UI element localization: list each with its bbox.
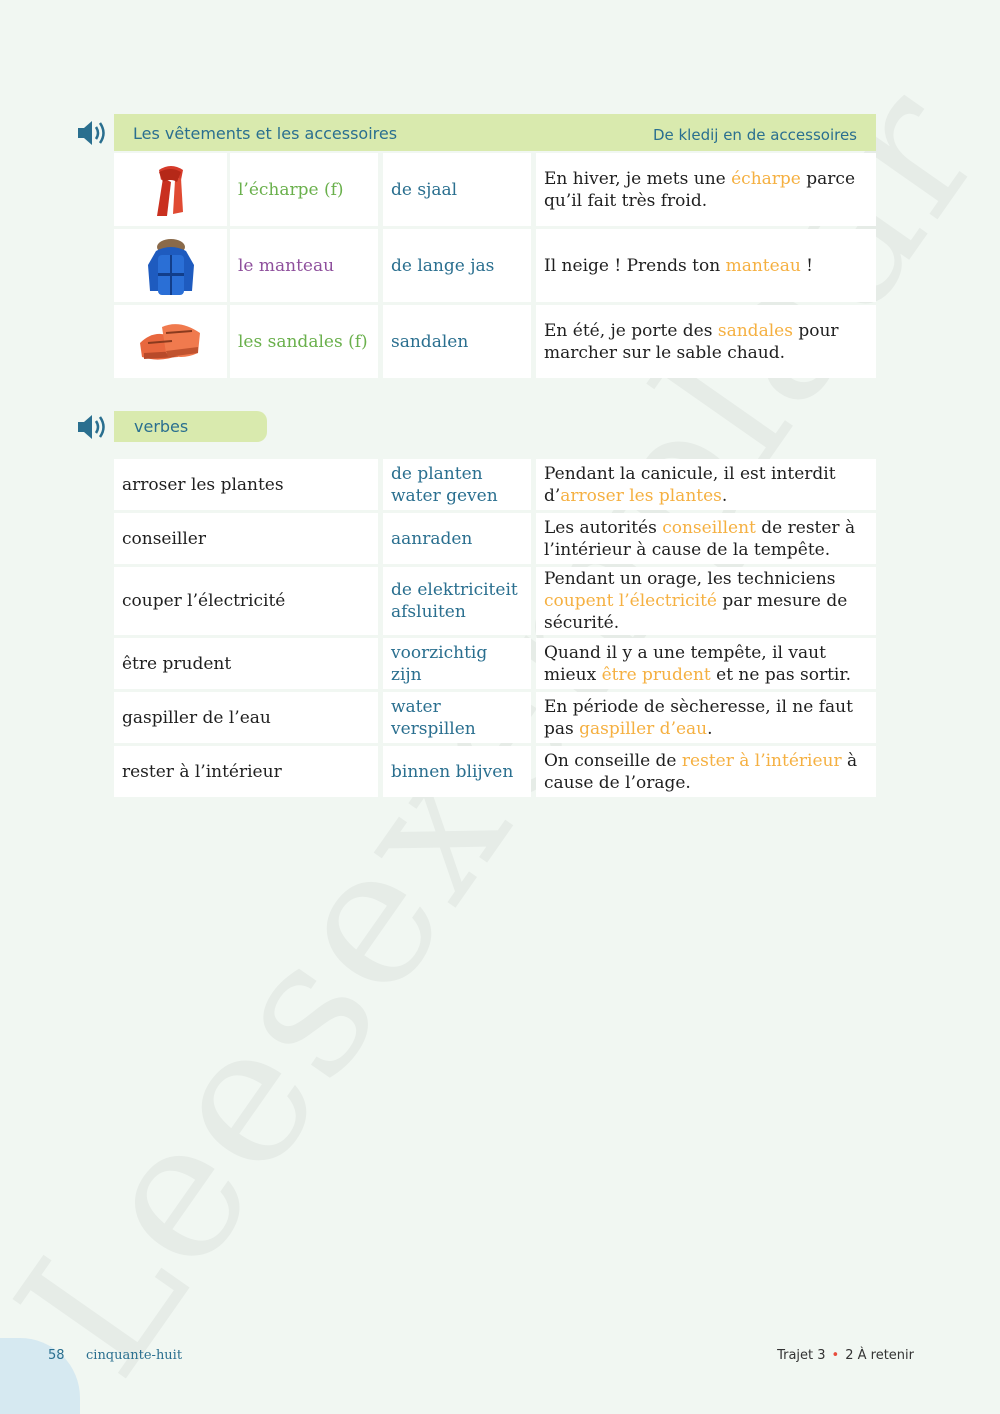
verb-fr: arroser les plantes <box>114 459 378 510</box>
verb-fr: conseiller <box>114 513 378 564</box>
vocab-row <box>114 229 876 302</box>
vocab-fr: l’écharpe (f) <box>230 153 378 226</box>
vocab-row <box>114 153 876 226</box>
chapter-label: 2 À retenir <box>845 1348 914 1363</box>
verb-example: Pendant un orage, les techniciens coupent l’électricité par mesure de sécurité. <box>536 567 876 635</box>
verb-nl: aanraden <box>383 513 531 564</box>
page-corner-decoration <box>0 1338 80 1414</box>
vocab-image-cell <box>114 153 227 226</box>
vocab-nl: sandalen <box>383 305 531 378</box>
chapter-breadcrumb <box>777 1348 914 1363</box>
trajet-label: Trajet 3 <box>777 1348 826 1363</box>
vocab-fr: le manteau <box>230 229 378 302</box>
vocab-example: En hiver, je mets une écharpe parce qu’il fait très froid. <box>536 153 876 226</box>
verb-nl: de planten water geven <box>383 459 531 510</box>
scarf-icon <box>141 160 201 220</box>
clothing-section-header <box>114 114 876 151</box>
verb-row <box>114 459 876 510</box>
section-title-fr: Les vêtements et les accessoires <box>133 124 398 143</box>
verb-example: On conseille de rester à l’intérieur à cause de l’orage. <box>536 746 876 797</box>
vocab-example: En été, je porte des sandales pour marcher sur le sable chaud. <box>536 305 876 378</box>
sandals-icon <box>136 313 206 371</box>
verb-fr: couper l’électricité <box>114 567 378 635</box>
verb-row <box>114 513 876 564</box>
page-number-word: cinquante-huit <box>86 1348 183 1363</box>
verb-nl: de elektriciteit afsluiten <box>383 567 531 635</box>
page-number: 58 <box>48 1348 65 1363</box>
verb-fr: être prudent <box>114 638 378 689</box>
coat-icon <box>140 235 202 297</box>
verb-fr: rester à l’intérieur <box>114 746 378 797</box>
vocab-image-cell <box>114 229 227 302</box>
verb-example: En période de sècheresse, il ne faut pas gaspiller d’eau. <box>536 692 876 743</box>
vocab-example: Il neige ! Prends ton manteau ! <box>536 229 876 302</box>
separator-dot: • <box>831 1348 840 1363</box>
verb-row <box>114 692 876 743</box>
vocab-fr: les sandales (f) <box>230 305 378 378</box>
verb-example: Pendant la canicule, il est interdit d’arroser les plantes. <box>536 459 876 510</box>
verbs-title: verbes <box>134 417 189 436</box>
verb-example: Les autorités conseillent de rester à l’intérieur à cause de la tempête. <box>536 513 876 564</box>
verb-row <box>114 567 876 635</box>
vocab-row <box>114 305 876 378</box>
verb-fr: gaspiller de l’eau <box>114 692 378 743</box>
vocab-nl: de sjaal <box>383 153 531 226</box>
section-title-nl: De kledij en de accessoires <box>652 126 857 144</box>
verb-row <box>114 746 876 797</box>
verb-nl: voorzichtig zijn <box>383 638 531 689</box>
verb-nl: binnen blijven <box>383 746 531 797</box>
vocab-image-cell <box>114 305 227 378</box>
verb-example: Quand il y a une tempête, il vaut mieux être prudent et ne pas sortir. <box>536 638 876 689</box>
verbs-section-header <box>114 411 267 442</box>
speaker-icon[interactable] <box>76 119 108 147</box>
speaker-icon[interactable] <box>76 413 108 441</box>
vocab-nl: de lange jas <box>383 229 531 302</box>
verb-row <box>114 638 876 689</box>
verb-nl: water verspillen <box>383 692 531 743</box>
